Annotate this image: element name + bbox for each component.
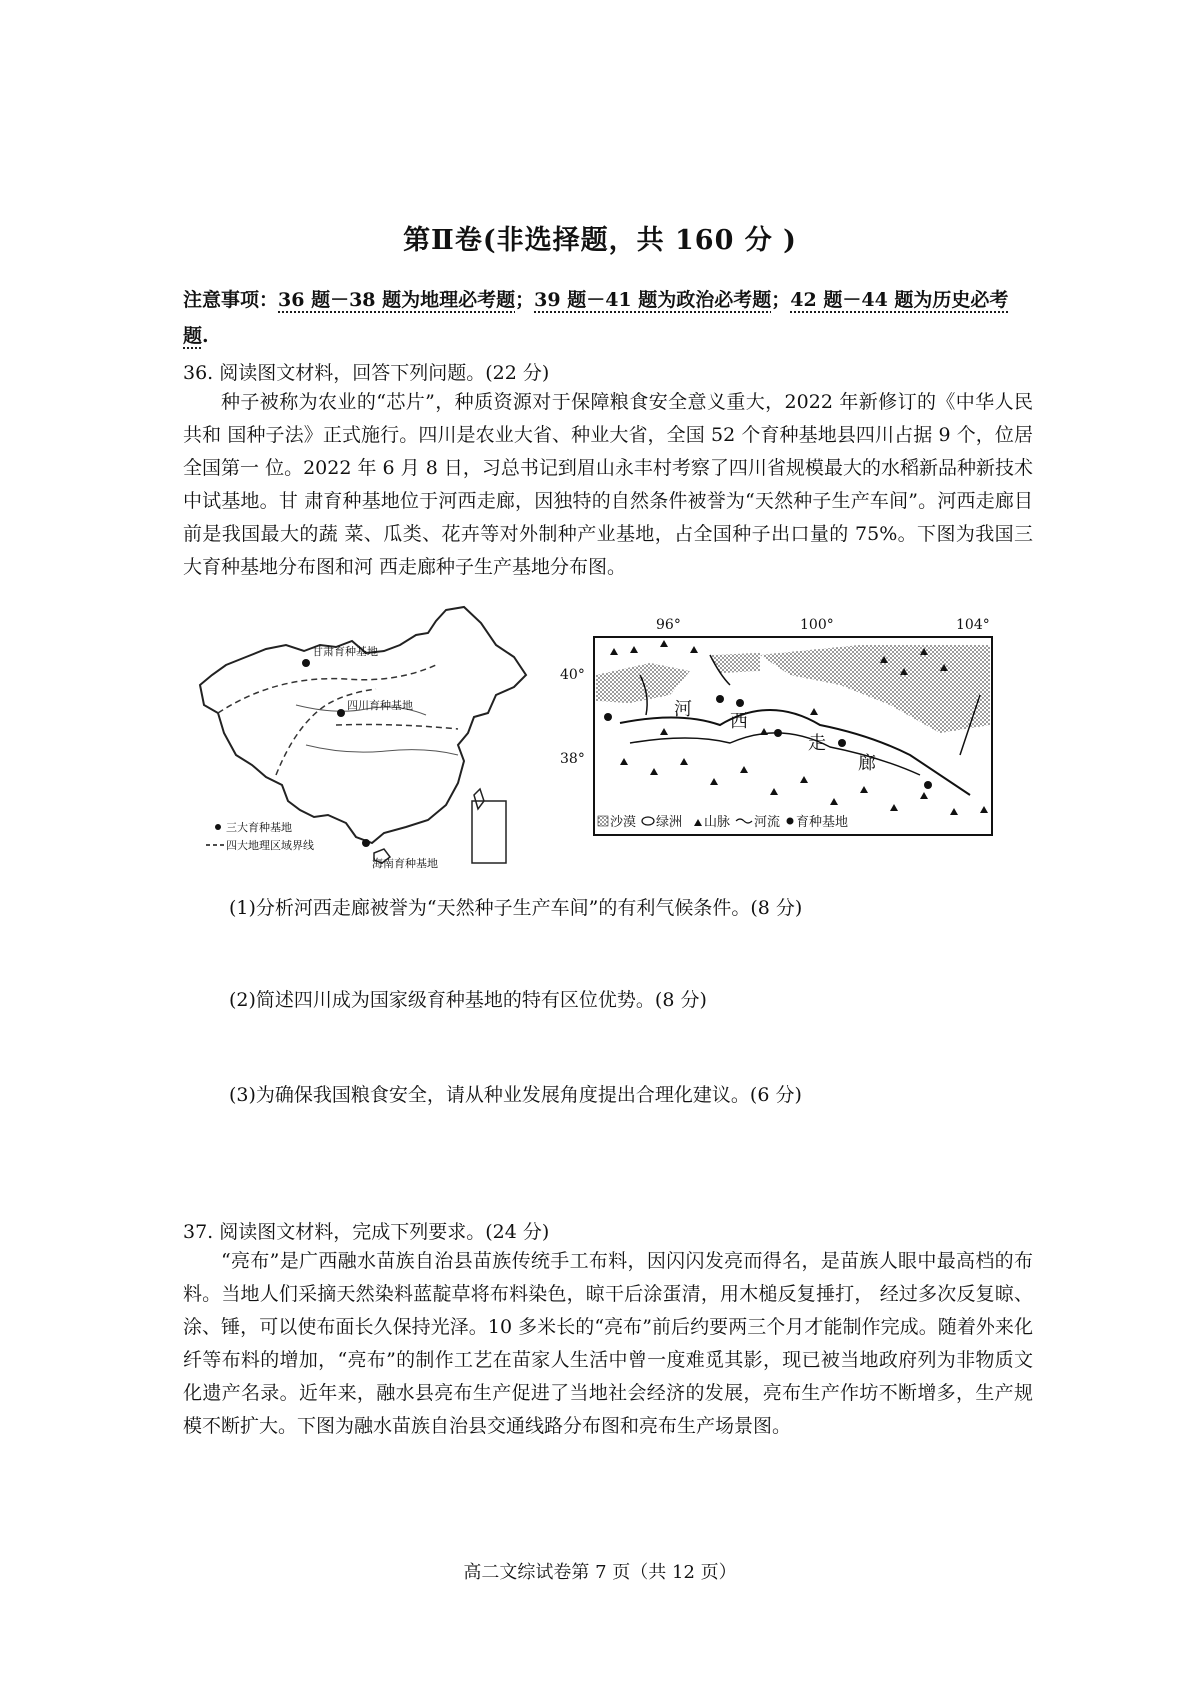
label-gansu-base: 甘肃育种基地	[312, 645, 378, 658]
notice-history: 42 题－44 题为历史必考题	[183, 289, 1009, 347]
q36-sub2: (2)简述四川成为国家级育种基地的特有区位优势。(8 分)	[229, 989, 707, 1011]
legend-oasis: 绿洲	[656, 815, 683, 830]
q36-sub3: (3)为确保我国粮食安全，请从种业发展角度提出合理化建议。(6 分)	[229, 1084, 802, 1106]
q36-header: 36. 阅读图文材料，回答下列问题。(22 分)	[183, 362, 550, 384]
legend-three-bases: 三大育种基地	[226, 821, 292, 834]
hexi-corridor-map	[560, 615, 1010, 845]
notice-prefix: 注意事项：	[183, 289, 279, 311]
page-footer: 高二文综试卷第 7 页（共 12 页）	[463, 1562, 737, 1583]
lon-100: 100°	[800, 617, 834, 633]
legend-desert: 沙漠	[610, 815, 637, 830]
lon-104: 104°	[956, 617, 990, 633]
legend-breeding-base: 育种基地	[796, 815, 849, 830]
q37-header: 37. 阅读图文材料，完成下列要求。(24 分)	[183, 1221, 550, 1243]
char-zou: 走	[808, 733, 826, 754]
legend-region-boundary: 四大地理区域界线	[226, 839, 314, 852]
char-he: 河	[674, 699, 692, 720]
notice-politics: 39 题－41 题为政治必考题	[534, 289, 772, 311]
lon-96: 96°	[656, 617, 681, 633]
lat-38: 38°	[560, 751, 585, 767]
legend-mountain: 山脉	[704, 815, 731, 830]
label-hainan-base: 海南育种基地	[372, 857, 438, 870]
q36-material: 种子被称为农业的“芯片”，种质资源对于保障粮食安全意义重大，2022 年新修订的《中华人民共和 国种子法》正式施行。四川是农业大省、种业大省，全国 52 个育种基地县四川占据 9 个，位居全国第一 位。2022 年 6 月 8 日，习总书记到眉山永丰村考察了四川省规模最大的水稻新品种新技术中试基地。甘 肃育种基地位于河西走廊，因独特的自然条件被誉为“天然种子生产车间”。河西走廊目前是我国最大的蔬 菜、瓜类、花卉等对外制种产业基地，占全国种子出口量的 75%。下图为我国三大育种基地分布图和河 西走廊种子生产基地分布图。	[183, 391, 1033, 578]
china-breeding-bases-map	[196, 605, 536, 875]
exam-notice: 注意事项：36 题－38 题为地理必考题；39 题－41 题为政治必考题；42 题－44 题为历史必考题.	[183, 289, 1009, 347]
char-lang: 廊	[858, 753, 876, 774]
q36-sub1: (1)分析河西走廊被誉为“天然种子生产车间”的有利气候条件。(8 分)	[229, 897, 803, 919]
label-sichuan-base: 四川育种基地	[347, 699, 413, 712]
lat-40: 40°	[560, 667, 585, 683]
char-xi: 西	[730, 711, 748, 732]
notice-geography: 36 题－38 题为地理必考题	[278, 289, 516, 311]
section-title: 第Ⅱ卷(非选择题，共 160 分 )	[403, 225, 797, 256]
legend-river: 河流	[754, 815, 781, 830]
q37-material: “亮布”是广西融水苗族自治县苗族传统手工布料，因闪闪发亮而得名，是苗族人眼中最高档的布料。当地人们采摘天然染料蓝靛草将布料染色，晾干后涂蛋清，用木槌反复捶打， 经过多次反复晾、涂、锤，可以使布面长久保持光泽。10 多米长的“亮布”前后约要两三个月才能制作完成。随着外来化纤等布料的增加，“亮布”的制作工艺在苗家人生活中曾一度难觅其影，现已被当地政府列为非物质文化遗产名录。近年来，融水县亮布生产促进了当地社会经济的发展，亮布生产作坊不断增多，生产规模不断扩大。下图为融水苗族自治县交通线路分布图和亮布生产场景图。	[183, 1250, 1033, 1437]
